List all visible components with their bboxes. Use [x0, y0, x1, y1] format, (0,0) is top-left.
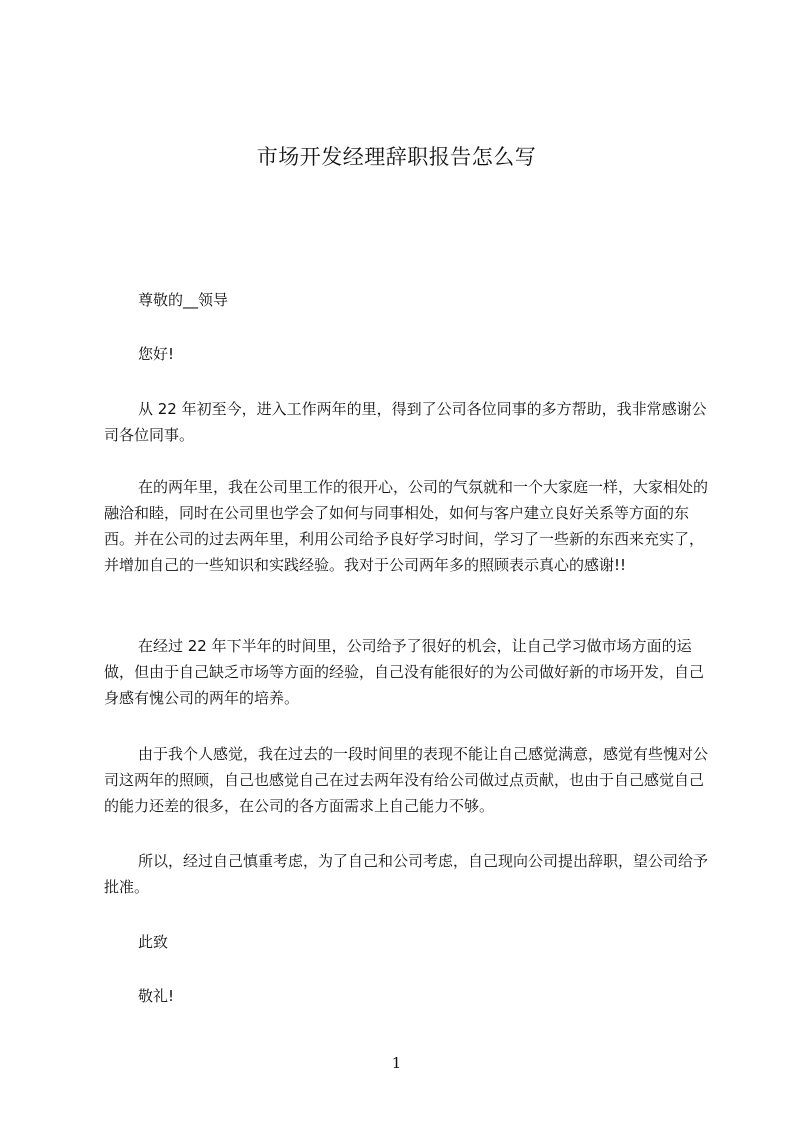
page-number: 1 — [391, 1054, 402, 1072]
salutation: 尊敬的__领导 — [138, 291, 229, 309]
paragraph-3: 在经过 22 年下半年的时间里，公司给予了很好的机会，让自己学习做市场方面的运做，但由于自己缺乏市场等方面的经验，自己没有能很好的为公司做好新的市场开发，自己身感有愧公司的两年的培养。 — [104, 637, 705, 707]
paragraph-1: 从 22 年初至今，进入工作两年的里，得到了公司各位同事的多方帮助，我非常感谢公司各位同事。 — [104, 400, 707, 444]
closing-line-2: 敬礼! — [138, 987, 175, 1005]
paragraph-5: 所以，经过自己慎重考虑，为了自己和公司考虑，自己现向公司提出辞职，望公司给予批准。 — [104, 852, 709, 896]
closing-line-1: 此致 — [138, 933, 169, 951]
paragraph-2: 在的两年里，我在公司里工作的很开心，公司的气氛就和一个大家庭一样，大家相处的融洽和睦，同时在公司里也学会了如何与同事相处，如何与客户建立良好关系等方面的东西。并在公司的过去两年里，利用公司给予良好学习时间，学习了一些新的东西来充实了，并增加自己的一些知识和实践经验。我对于公司两年多的照顾表示真心的感谢!! — [104, 478, 709, 574]
paragraph-4: 由于我个人感觉，我在过去的一段时间里的表现不能让自己感觉满意，感觉有些愧对公司这两年的照顾，自己也感觉自己在过去两年没有给公司做过点贡献，也由于自己感觉自己的能力还差的很多，在公司的各方面需求上自己能力不够。 — [104, 745, 709, 815]
document-title: 市场开发经理辞职报告怎么写 — [256, 145, 537, 169]
greeting: 您好! — [138, 345, 175, 363]
